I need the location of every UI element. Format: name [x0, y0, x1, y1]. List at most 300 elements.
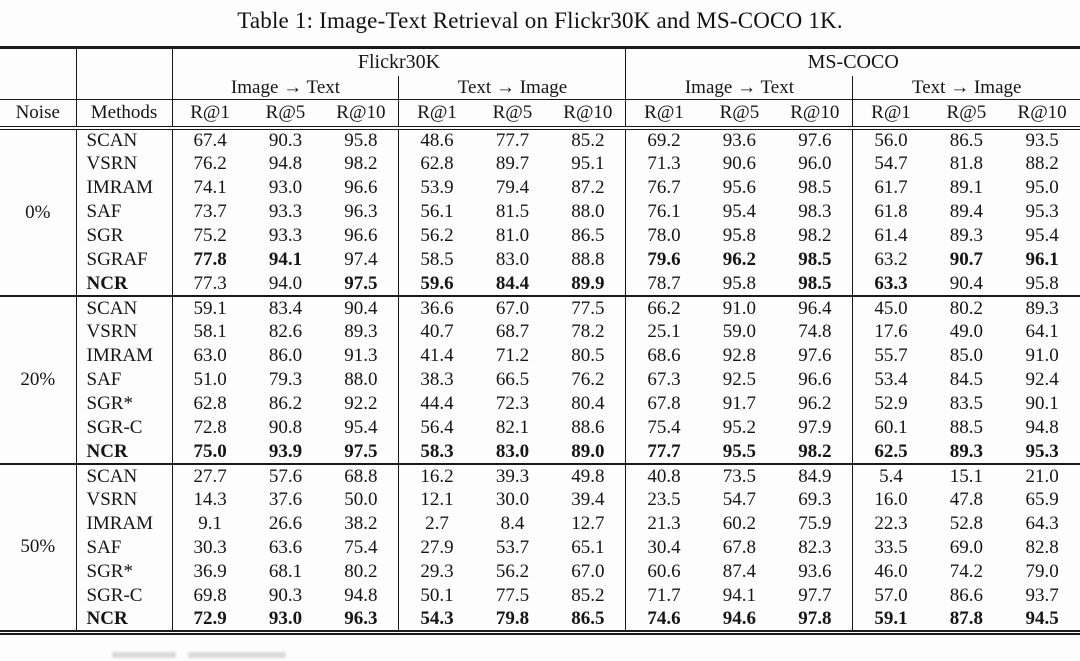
method-cell: NCR [76, 608, 172, 632]
value-cell: 85.2 [550, 128, 626, 152]
value-cell: 98.3 [777, 200, 853, 224]
metric-header: R@10 [323, 100, 399, 129]
method-cell: VSRN [76, 488, 172, 512]
value-cell: 17.6 [874, 321, 908, 343]
value-cell: 60.1 [874, 417, 908, 439]
value-cell: 94.1 [722, 585, 757, 607]
value-cell: 30.3 [193, 537, 227, 559]
value-cell: 86.6 [949, 585, 984, 607]
method-cell: IMRAM [76, 344, 172, 368]
value-cell: 81.0 [495, 225, 530, 247]
value-cell: 56.1 [420, 201, 454, 223]
method-cell: SGR-C [76, 584, 172, 608]
value-cell: 77.3 [193, 272, 227, 294]
value-cell: 56.2 [495, 561, 530, 583]
value-cell: 29.3 [420, 561, 454, 583]
value-cell: 50.0 [323, 488, 399, 512]
noise-column-spacer [0, 76, 76, 100]
value-cell: 96.3 [323, 608, 399, 632]
method-cell: SAF [76, 536, 172, 560]
value-cell: 47.8 [949, 489, 984, 511]
value-cell: 91.3 [323, 344, 399, 368]
value-cell: 95.8 [722, 225, 757, 247]
value-cell: 60.6 [647, 561, 681, 583]
value-cell: 77.7 [647, 440, 681, 462]
noise-cell: 0% [0, 128, 76, 296]
value-cell: 41.4 [420, 345, 454, 367]
value-cell: 44.4 [420, 393, 454, 415]
value-cell: 78.2 [550, 320, 626, 344]
value-cell: 96.6 [323, 176, 399, 200]
value-cell: 40.7 [420, 321, 454, 343]
value-cell: 15.1 [929, 464, 1005, 488]
value-cell: 86.0 [268, 345, 303, 367]
value-cell: 59.6 [420, 272, 454, 294]
value-cell: 88.8 [550, 248, 626, 272]
value-cell: 58.3 [420, 440, 454, 462]
value-cell: 94.0 [268, 272, 303, 294]
value-cell: 90.8 [268, 417, 303, 439]
value-cell: 65.1 [550, 536, 626, 560]
value-cell: 95.5 [722, 440, 757, 462]
value-cell: 68.6 [647, 345, 681, 367]
value-cell: 56.2 [420, 225, 454, 247]
table-row [0, 608, 1080, 632]
value-cell: 84.9 [777, 464, 853, 488]
value-cell: 40.8 [626, 464, 702, 488]
value-cell: 95.4 [1025, 225, 1059, 247]
value-cell: 54.7 [722, 489, 757, 511]
value-cell: 53.4 [874, 369, 908, 391]
value-cell: 89.3 [1004, 296, 1080, 320]
value-cell: 16.0 [874, 489, 908, 511]
method-cell: IMRAM [76, 512, 172, 536]
method-cell: SGR-C [76, 416, 172, 440]
value-cell: 68.7 [495, 321, 530, 343]
value-cell: 96.2 [722, 249, 757, 271]
value-cell: 94.1 [268, 249, 303, 271]
value-cell: 55.7 [874, 345, 908, 367]
value-cell: 86.5 [949, 130, 984, 152]
value-cell: 30.4 [647, 537, 681, 559]
value-cell: 82.1 [495, 417, 530, 439]
methods-column-spacer [76, 48, 172, 77]
value-cell: 49.8 [550, 464, 626, 488]
value-cell: 57.6 [248, 464, 324, 488]
header-row-directions [0, 76, 1080, 100]
value-cell: 97.4 [323, 248, 399, 272]
value-cell: 68.8 [323, 464, 399, 488]
value-cell: 95.2 [722, 417, 757, 439]
value-cell: 83.0 [495, 249, 530, 271]
direction-header-text-to-image: Text → Image [911, 76, 1022, 98]
value-cell: 64.1 [1025, 321, 1059, 343]
method-cell: IMRAM [76, 176, 172, 200]
methods-column-spacer [76, 76, 172, 100]
value-cell: 59.0 [722, 321, 757, 343]
value-cell: 84.4 [495, 272, 530, 294]
value-cell: 87.4 [722, 561, 757, 583]
metric-header: R@1 [626, 100, 702, 129]
value-cell: 68.1 [268, 561, 303, 583]
value-cell: 95.3 [1025, 440, 1059, 462]
value-cell: 22.3 [874, 513, 908, 535]
value-cell: 93.5 [1025, 130, 1059, 152]
method-cell: VSRN [76, 152, 172, 176]
value-cell: 33.5 [874, 537, 908, 559]
scan-artifact [112, 652, 176, 658]
method-cell: SGR* [76, 392, 172, 416]
table-row [0, 512, 1080, 536]
methods-header: Methods [76, 100, 172, 129]
value-cell: 67.8 [647, 393, 681, 415]
value-cell: 79.8 [495, 608, 530, 629]
value-cell: 69.2 [647, 130, 681, 152]
value-cell: 92.5 [722, 369, 757, 391]
value-cell: 80.2 [323, 560, 399, 584]
method-cell: NCR [76, 440, 172, 464]
value-cell: 8.4 [500, 513, 525, 535]
value-cell: 93.3 [268, 225, 303, 247]
value-cell: 38.2 [323, 512, 399, 536]
noise-header: Noise [0, 100, 76, 129]
value-cell: 89.1 [949, 177, 984, 199]
table-row [0, 272, 1080, 296]
value-cell: 78.0 [647, 225, 681, 247]
value-cell: 63.3 [874, 272, 908, 294]
value-cell: 80.5 [550, 344, 626, 368]
value-cell: 91.7 [722, 393, 757, 415]
value-cell: 76.2 [550, 368, 626, 392]
metric-header: R@10 [777, 100, 853, 129]
method-cell: SAF [76, 368, 172, 392]
direction-header-image-to-text: Image → Text [626, 76, 853, 100]
value-cell: 36.9 [193, 561, 227, 583]
value-cell: 26.6 [268, 513, 303, 535]
method-cell: SGR [76, 224, 172, 248]
value-cell: 62.8 [420, 153, 454, 175]
value-cell: 27.9 [420, 537, 454, 559]
value-cell: 87.8 [949, 608, 984, 629]
value-cell: 91.0 [702, 296, 778, 320]
value-cell: 89.4 [949, 201, 984, 223]
value-cell: 90.4 [323, 296, 399, 320]
value-cell: 98.5 [777, 176, 853, 200]
value-cell: 98.2 [777, 224, 853, 248]
method-cell: SGRAF [76, 248, 172, 272]
table-row [0, 224, 1080, 248]
value-cell: 75.2 [193, 225, 227, 247]
metric-header: R@5 [248, 100, 324, 129]
metric-header: R@1 [853, 100, 929, 129]
scan-artifact [188, 652, 286, 658]
value-cell: 89.3 [949, 440, 984, 462]
value-cell: 46.0 [874, 561, 908, 583]
value-cell: 86.2 [268, 393, 303, 415]
value-cell: 97.8 [777, 608, 853, 632]
value-cell: 93.7 [1025, 585, 1059, 607]
value-cell: 69.0 [949, 537, 984, 559]
value-cell: 90.1 [1025, 393, 1059, 415]
value-cell: 58.5 [420, 249, 454, 271]
value-cell: 92.8 [722, 345, 757, 367]
direction-header-text-to-image: Text → Image [399, 76, 626, 100]
metric-header: R@1 [399, 100, 475, 129]
value-cell: 61.7 [874, 177, 908, 199]
value-cell: 12.1 [420, 489, 454, 511]
value-cell: 96.2 [777, 392, 853, 416]
value-cell: 82.8 [1025, 537, 1059, 559]
table-row [0, 344, 1080, 368]
table-row [0, 464, 1080, 488]
value-cell: 80.2 [929, 296, 1005, 320]
metric-header: R@5 [702, 100, 778, 129]
value-cell: 93.9 [268, 440, 303, 462]
value-cell: 95.6 [722, 177, 757, 199]
value-cell: 79.0 [1025, 561, 1059, 583]
value-cell: 94.6 [722, 608, 757, 629]
value-cell: 80.4 [550, 392, 626, 416]
value-cell: 89.3 [949, 225, 984, 247]
value-cell: 74.2 [949, 561, 984, 583]
table-row [0, 296, 1080, 320]
value-cell: 75.9 [777, 512, 853, 536]
value-cell: 90.3 [268, 130, 303, 152]
value-cell: 50.1 [420, 585, 454, 607]
value-cell: 93.6 [777, 560, 853, 584]
table-row [0, 368, 1080, 392]
value-cell: 82.6 [268, 321, 303, 343]
value-cell: 88.2 [1025, 153, 1059, 175]
direction-header-image-to-text: Image → Text [172, 76, 399, 100]
noise-column-spacer [0, 48, 76, 77]
table-row [0, 248, 1080, 272]
value-cell: 89.3 [323, 320, 399, 344]
header-row-metrics [0, 100, 1080, 129]
value-cell: 97.5 [323, 440, 399, 464]
value-cell: 95.4 [323, 416, 399, 440]
value-cell: 61.4 [874, 225, 908, 247]
value-cell: 95.8 [323, 128, 399, 152]
value-cell: 94.8 [323, 584, 399, 608]
value-cell: 75.0 [193, 440, 227, 462]
value-cell: 83.5 [949, 393, 984, 415]
table-row [0, 128, 1080, 152]
value-cell: 91.0 [1025, 345, 1059, 367]
value-cell: 67.0 [550, 560, 626, 584]
value-cell: 88.0 [323, 368, 399, 392]
value-cell: 93.0 [268, 177, 303, 199]
value-cell: 83.4 [248, 296, 324, 320]
value-cell: 62.8 [193, 393, 227, 415]
value-cell: 59.1 [172, 296, 248, 320]
value-cell: 96.3 [323, 200, 399, 224]
value-cell: 39.4 [550, 488, 626, 512]
value-cell: 59.1 [874, 608, 908, 629]
value-cell: 76.2 [193, 153, 227, 175]
value-cell: 71.3 [647, 153, 681, 175]
value-cell: 98.2 [777, 440, 853, 464]
value-cell: 89.7 [495, 153, 530, 175]
value-cell: 93.0 [268, 608, 303, 629]
value-cell: 63.2 [874, 249, 908, 271]
value-cell: 21.0 [1004, 464, 1080, 488]
value-cell: 95.4 [722, 201, 757, 223]
value-cell: 83.0 [495, 440, 530, 462]
value-cell: 96.6 [323, 224, 399, 248]
method-cell: SGR* [76, 560, 172, 584]
value-cell: 45.0 [853, 296, 929, 320]
table-row [0, 320, 1080, 344]
value-cell: 56.0 [874, 130, 908, 152]
value-cell: 51.0 [193, 369, 227, 391]
value-cell: 2.7 [425, 513, 449, 535]
dataset-header-flickr30k: Flickr30K [172, 48, 626, 77]
value-cell: 57.0 [874, 585, 908, 607]
value-cell: 53.7 [495, 537, 530, 559]
value-cell: 79.4 [495, 177, 530, 199]
value-cell: 74.1 [193, 177, 227, 199]
value-cell: 5.4 [853, 464, 929, 488]
value-cell: 97.6 [777, 344, 853, 368]
value-cell: 85.2 [550, 584, 626, 608]
value-cell: 96.6 [777, 368, 853, 392]
value-cell: 74.6 [647, 608, 681, 629]
value-cell: 86.5 [550, 224, 626, 248]
value-cell: 77.8 [193, 249, 227, 271]
value-cell: 93.3 [268, 201, 303, 223]
value-cell: 54.7 [874, 153, 908, 175]
value-cell: 93.6 [722, 130, 757, 152]
value-cell: 53.9 [420, 177, 454, 199]
value-cell: 96.4 [777, 296, 853, 320]
value-cell: 58.1 [193, 321, 227, 343]
value-cell: 56.4 [420, 417, 454, 439]
table-header [0, 48, 1080, 129]
metric-header: R@5 [475, 100, 551, 129]
value-cell: 64.3 [1025, 513, 1059, 535]
metric-header: R@10 [550, 100, 626, 129]
value-cell: 82.3 [777, 536, 853, 560]
value-cell: 95.8 [722, 272, 757, 294]
table-body [0, 128, 1080, 632]
value-cell: 98.5 [777, 248, 853, 272]
value-cell: 48.6 [420, 130, 454, 152]
value-cell: 21.3 [647, 513, 681, 535]
value-cell: 16.2 [399, 464, 475, 488]
value-cell: 97.6 [777, 128, 853, 152]
value-cell: 52.8 [949, 513, 984, 535]
value-cell: 78.7 [647, 272, 681, 294]
value-cell: 52.9 [874, 393, 908, 415]
value-cell: 81.8 [949, 153, 984, 175]
value-cell: 37.6 [268, 489, 303, 511]
value-cell: 63.0 [193, 345, 227, 367]
value-cell: 67.0 [475, 296, 551, 320]
value-cell: 95.0 [1025, 177, 1059, 199]
value-cell: 67.3 [647, 369, 681, 391]
value-cell: 77.5 [550, 296, 626, 320]
value-cell: 76.7 [647, 177, 681, 199]
value-cell: 54.3 [420, 608, 454, 629]
value-cell: 75.4 [323, 536, 399, 560]
value-cell: 25.1 [647, 321, 681, 343]
metric-header: R@5 [929, 100, 1005, 129]
method-cell: NCR [76, 272, 172, 296]
value-cell: 63.6 [268, 537, 303, 559]
value-cell: 97.7 [777, 584, 853, 608]
value-cell: 95.8 [1025, 272, 1059, 294]
metric-header: R@1 [172, 100, 248, 129]
value-cell: 23.5 [647, 489, 681, 511]
value-cell: 72.3 [495, 393, 530, 415]
value-cell: 95.3 [1025, 201, 1059, 223]
table-row [0, 152, 1080, 176]
value-cell: 71.2 [495, 345, 530, 367]
value-cell: 77.7 [495, 130, 530, 152]
metric-header: R@10 [1004, 100, 1080, 129]
table-row [0, 392, 1080, 416]
table-row [0, 488, 1080, 512]
value-cell: 95.1 [550, 152, 626, 176]
value-cell: 9.1 [198, 513, 222, 535]
value-cell: 27.7 [172, 464, 248, 488]
table-row [0, 176, 1080, 200]
value-cell: 77.5 [495, 585, 530, 607]
value-cell: 92.2 [323, 392, 399, 416]
value-cell: 84.5 [949, 369, 984, 391]
method-cell: SCAN [76, 296, 172, 320]
value-cell: 49.0 [949, 321, 984, 343]
header-row-datasets [0, 48, 1080, 77]
value-cell: 79.6 [647, 249, 681, 271]
value-cell: 72.8 [193, 417, 227, 439]
method-cell: SCAN [76, 464, 172, 488]
value-cell: 96.0 [777, 152, 853, 176]
value-cell: 86.5 [550, 608, 626, 632]
value-cell: 66.2 [626, 296, 702, 320]
value-cell: 98.2 [323, 152, 399, 176]
value-cell: 73.5 [702, 464, 778, 488]
value-cell: 79.3 [268, 369, 303, 391]
table-row [0, 200, 1080, 224]
value-cell: 88.0 [550, 200, 626, 224]
value-cell: 65.9 [1025, 489, 1059, 511]
value-cell: 89.0 [550, 440, 626, 464]
value-cell: 62.5 [874, 440, 908, 462]
value-cell: 36.6 [399, 296, 475, 320]
value-cell: 94.5 [1025, 608, 1059, 629]
method-cell: SAF [76, 200, 172, 224]
value-cell: 94.8 [268, 153, 303, 175]
value-cell: 97.9 [777, 416, 853, 440]
table-row [0, 416, 1080, 440]
value-cell: 12.7 [550, 512, 626, 536]
value-cell: 14.3 [193, 489, 227, 511]
value-cell: 90.4 [949, 272, 984, 294]
value-cell: 69.8 [193, 585, 227, 607]
method-cell: VSRN [76, 320, 172, 344]
results-table [0, 46, 1080, 635]
value-cell: 30.0 [495, 489, 530, 511]
value-cell: 76.1 [647, 201, 681, 223]
value-cell: 94.8 [1025, 417, 1059, 439]
value-cell: 69.3 [777, 488, 853, 512]
value-cell: 75.4 [647, 417, 681, 439]
table-caption: Table 1: Image-Text Retrieval on Flickr30K and MS-COCO 1K. [237, 8, 843, 33]
value-cell: 98.5 [777, 272, 853, 296]
value-cell: 66.5 [495, 369, 530, 391]
